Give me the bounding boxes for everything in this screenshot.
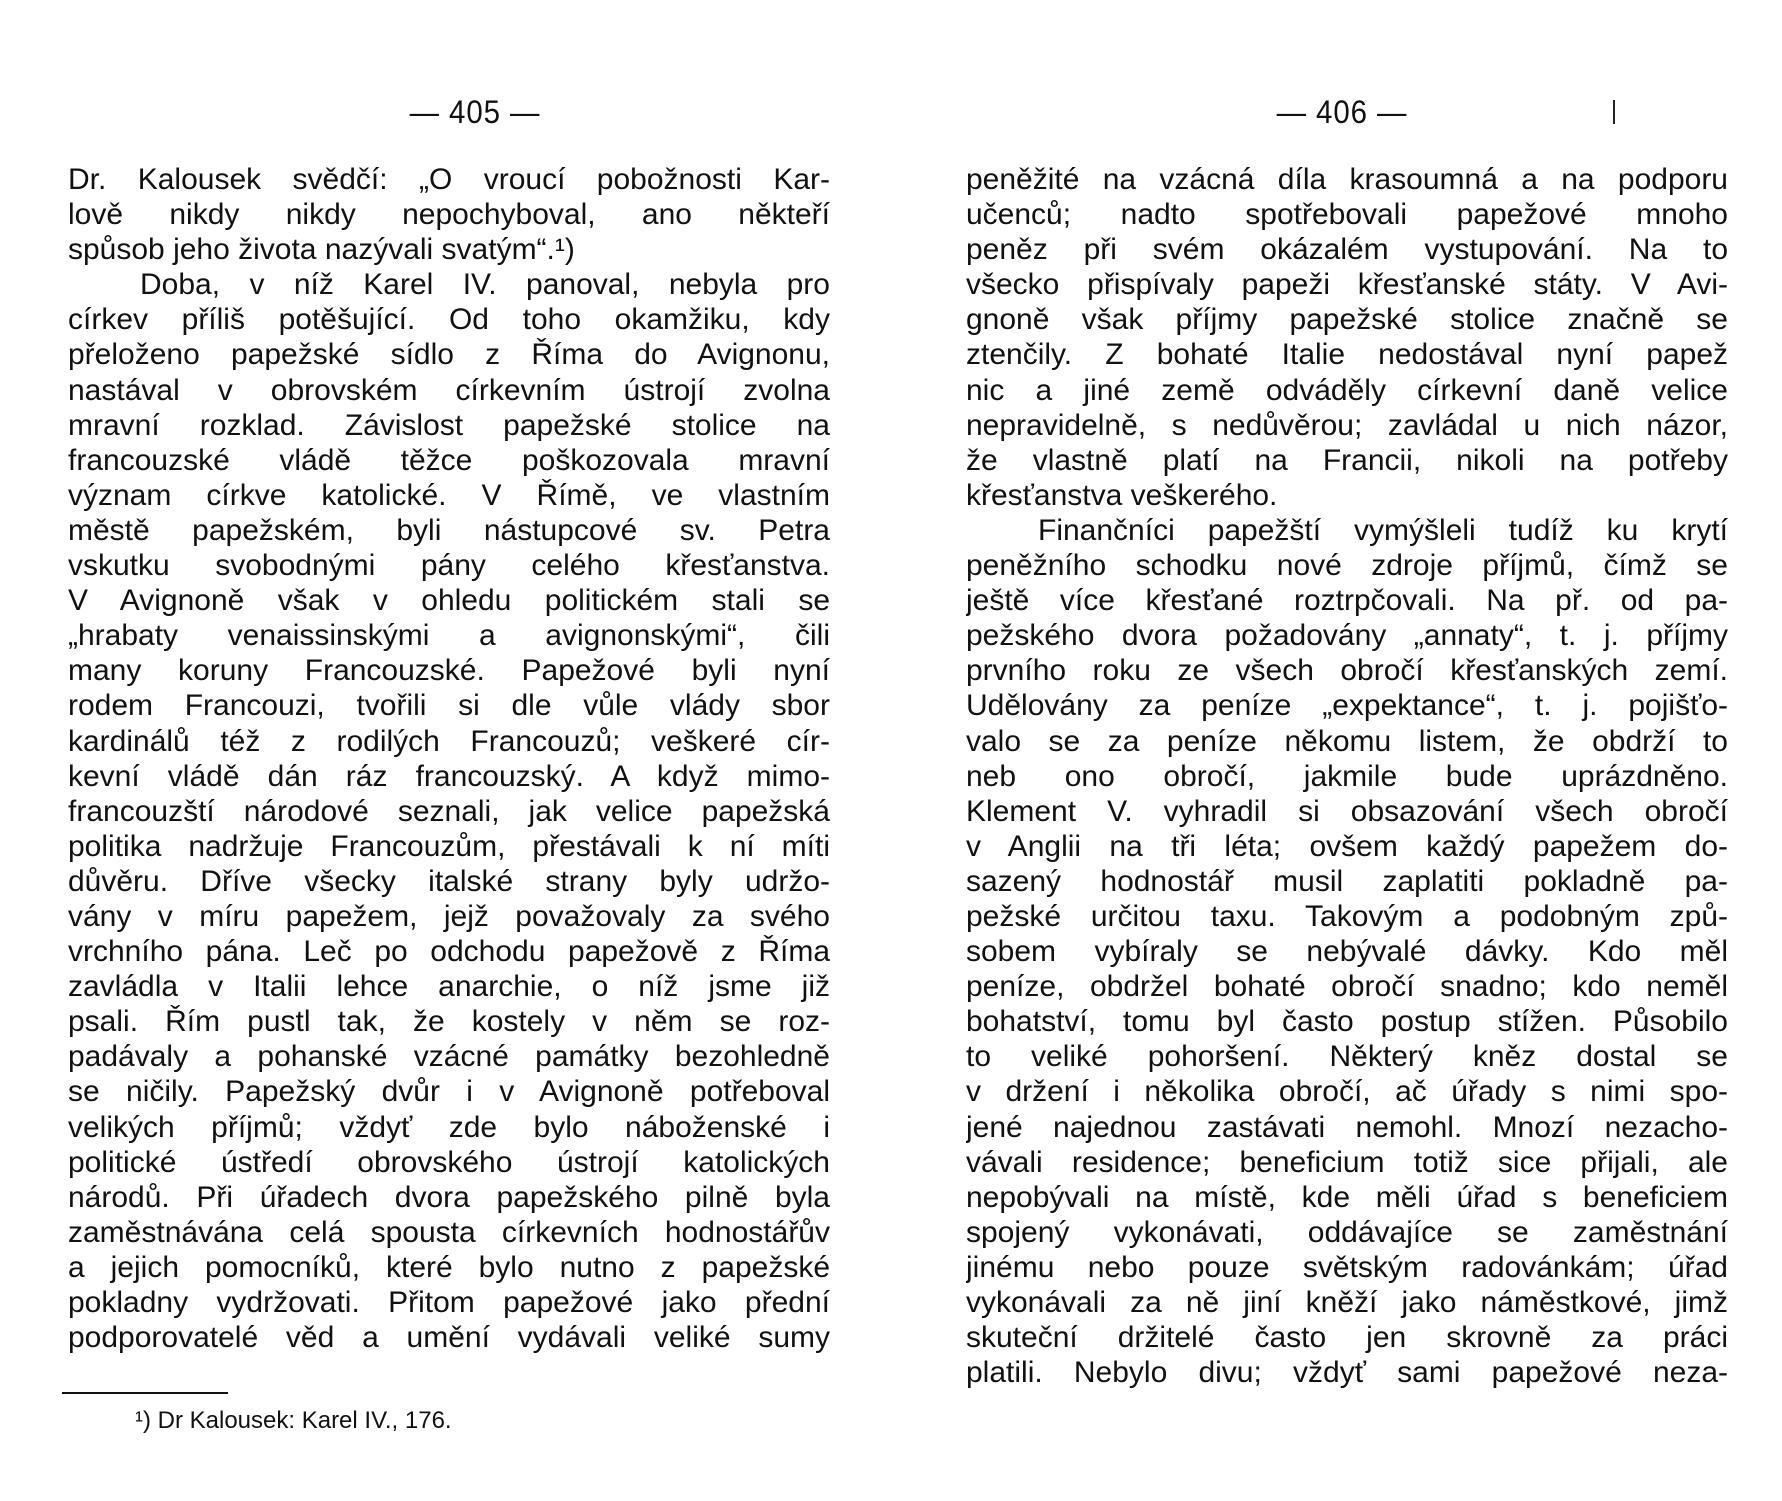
text-line: městě papežském, byli nástupcové sv. Petra	[68, 513, 830, 547]
text-line: všecko přispívaly papeži křesťanské státy. V Avi-	[966, 268, 1728, 302]
text-line: Dr. Kalousek svědčí: „O vroucí pobožnosti Kar-	[68, 163, 830, 196]
text-line: nepravidelně, s nedůvěrou; zavládal u nich názor,	[966, 408, 1728, 442]
text-line: bohatství, tomu byl často postup stížen. Působilo	[966, 1005, 1728, 1039]
text-line: důvěru. Dříve všecky italské strany byly udržo-	[68, 864, 830, 898]
text-line: neb ono obročí, jakmile bude uprázdněno.	[966, 759, 1728, 793]
text-line: spůsob jeho života nazývali svatým“.¹)	[68, 233, 575, 267]
text-line: politika nadržuje Francouzům, přestávali k ní míti	[68, 829, 830, 863]
text-line: rodem Francouzi, tvořili si dle vůle vlády sbor	[68, 689, 830, 723]
text-line: se ničily. Papežský dvůr i v Avignoně potřeboval	[68, 1075, 830, 1109]
text-line: to veliké pohoršení. Některý kněz dostal se	[966, 1040, 1728, 1074]
text-line: sobem vybíraly se nebývalé dávky. Kdo měl	[966, 935, 1728, 969]
text-line: zaměstnávána celá spousta církevních hodnostářův	[68, 1215, 830, 1249]
text-line: peníze, obdržel bohaté obročí snadno; kdo neměl	[966, 970, 1728, 1004]
text-line: pežského dvora požadovány „annaty“, t. j. příjmy	[966, 619, 1728, 653]
text-line: v držení i několika obročí, ač úřady s nimi spo-	[966, 1075, 1728, 1109]
text-line: skuteční držitelé často jen skrovně za práci	[966, 1321, 1728, 1355]
text-line: peněz při svém okázalém vystupování. Na to	[966, 233, 1728, 267]
text-line: mravní rozklad. Závislost papežské stolice na	[68, 408, 830, 442]
text-line: valo se za peníze někomu listem, že obdrží to	[966, 724, 1728, 758]
footnote-divider	[62, 1392, 228, 1394]
page-number: — 405 —	[409, 94, 541, 130]
text-line: prvního roku ze všech obročí křesťanských zemí.	[966, 654, 1728, 688]
text-line: Udělovány za peníze „expektance“, t. j. pojišťo-	[966, 689, 1728, 723]
text-line: kevní vládě dán ráz francouzský. A když mimo-	[68, 759, 830, 793]
text-line: vskutku svobodnými pány celého křesťanstva.	[68, 549, 830, 583]
text-line: vrchního pána. Leč po odchodu papežově z Říma	[68, 935, 830, 969]
text-line: „hrabaty venaissinskými a avignonskými“, čili	[68, 619, 830, 653]
text-line: ztenčily. Z bohaté Italie nedostával nyní papež	[966, 338, 1728, 372]
text-line: nepobývali na místě, kde měli úřad s beneficiem	[966, 1180, 1728, 1214]
text-line: platili. Nebylo divu; vždyť sami papežové neza-	[966, 1356, 1728, 1390]
text-line: význam církve katolické. V Římě, ve vlastním	[68, 478, 830, 512]
text-body	[68, 162, 830, 1355]
right-page	[891, 0, 1782, 1501]
text-line: vávali residence; beneficium totiž sice přijali, ale	[966, 1145, 1728, 1179]
text-line: lově nikdy nikdy nepochyboval, ano někteří	[68, 198, 830, 232]
text-line: Finančníci papežští vymýšleli tudíž ku krytí	[1038, 513, 1728, 547]
text-line: francouzští národové seznali, jak velice papežská	[68, 794, 830, 828]
text-line: ještě více křesťané roztrpčovali. Na př. od pa-	[966, 584, 1728, 618]
margin-mark	[1613, 100, 1615, 124]
text-line: Doba, v níž Karel IV. panoval, nebyla pro	[140, 268, 830, 302]
text-line: křesťanstva veškerého.	[966, 478, 1278, 512]
text-line: v Anglii na tři léta; ovšem každý papežem do-	[966, 829, 1728, 863]
text-line: že vlastně platí na Francii, nikoli na potřeby	[966, 443, 1728, 477]
text-line: a jejich pomocníků, které bylo nutno z papežské	[68, 1250, 830, 1284]
text-line: peněžního schodku nové zdroje příjmů, čímž se	[966, 549, 1728, 583]
text-line: many koruny Francouzské. Papežové byli nyní	[68, 654, 830, 688]
text-line: jené najednou zastávati nemohl. Mnozí nezacho-	[966, 1110, 1728, 1144]
text-line: nic a jiné země odváděly církevní daně velice	[966, 373, 1728, 407]
page-number: — 406 —	[1276, 94, 1408, 130]
text-line: jinému nebo pouze světským radovánkám; úřad	[966, 1250, 1728, 1284]
footnote: ¹) Dr Kalousek: Karel IV., 176.	[135, 1407, 452, 1434]
text-line: podporovatelé věd a umění vydávali veliké sumy	[68, 1321, 830, 1355]
text-line: vány v míru papežem, jejž považovaly za svého	[68, 899, 830, 933]
text-line: psali. Řím pustl tak, že kostely v něm se roz-	[68, 1005, 830, 1039]
text-line: Klement V. vyhradil si obsazování všech obročí	[966, 794, 1728, 828]
text-line: padávaly a pohanské vzácné památky bezohledně	[68, 1040, 830, 1074]
text-line: pokladny vydržovati. Přitom papežové jako přední	[68, 1286, 830, 1319]
text-line: církev příliš potěšující. Od toho okamžiku, kdy	[68, 303, 830, 337]
text-line: pežské určitou taxu. Takovým a podobným způ-	[966, 899, 1728, 933]
text-line: spojený vykonávati, oddávajíce se zaměstnání	[966, 1215, 1728, 1249]
text-line: peněžité na vzácná díla krasoumná a na podporu	[966, 163, 1728, 196]
text-line: V Avignoně však v ohledu politickém stali se	[68, 584, 830, 618]
text-line: učenců; nadto spotřebovali papežové mnoho	[966, 198, 1728, 232]
text-line: přeloženo papežské sídlo z Říma do Avignonu,	[68, 338, 830, 372]
text-line: velikých příjmů; vždyť zde bylo náboženské i	[68, 1110, 830, 1144]
text-line: kardinálů též z rodilých Francouzů; veškeré cír-	[68, 724, 830, 758]
text-line: zavládla v Italii lehce anarchie, o níž jsme již	[68, 970, 830, 1004]
text-line: vykonávali za ně jiní kněží jako náměstkové, jimž	[966, 1286, 1728, 1319]
text-line: národů. Při úřadech dvora papežského pilně byla	[68, 1180, 830, 1214]
text-line: sazený hodnostář musil zaplatiti pokladně pa-	[966, 864, 1728, 898]
text-line: nastával v obrovském církevním ústrojí zvolna	[68, 373, 830, 407]
text-line: gnoně však příjmy papežské stolice značně se	[966, 303, 1728, 337]
text-line: francouzské vládě těžce poškozovala mravní	[68, 443, 830, 477]
text-body	[966, 162, 1728, 1390]
text-line: politické ústředí obrovského ústrojí katolických	[68, 1145, 830, 1179]
